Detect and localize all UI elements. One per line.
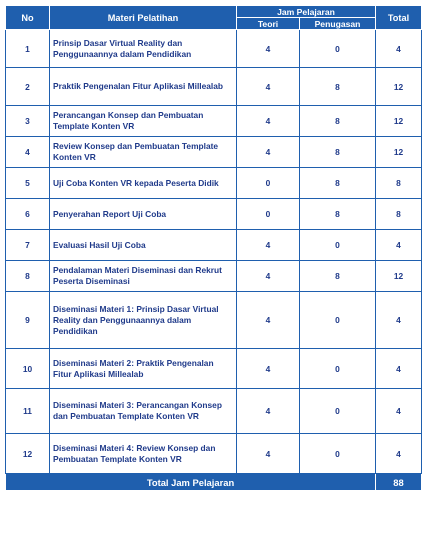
row-teori: 4 bbox=[237, 261, 300, 292]
row-penugasan: 8 bbox=[300, 106, 376, 137]
row-teori: 4 bbox=[237, 434, 300, 474]
row-total: 4 bbox=[376, 230, 422, 261]
row-total: 8 bbox=[376, 168, 422, 199]
row-total: 12 bbox=[376, 106, 422, 137]
table-row bbox=[6, 68, 422, 106]
header-total: Total bbox=[376, 6, 422, 30]
row-total: 4 bbox=[376, 30, 422, 68]
row-materi: Praktik Pengenalan Fitur Aplikasi Millealab bbox=[50, 68, 237, 106]
row-total: 12 bbox=[376, 137, 422, 168]
row-teori: 4 bbox=[237, 106, 300, 137]
row-teori: 4 bbox=[237, 349, 300, 389]
footer-total-label: Total Jam Pelajaran bbox=[6, 474, 376, 491]
row-total: 4 bbox=[376, 292, 422, 349]
table-row bbox=[6, 106, 422, 137]
row-penugasan: 0 bbox=[300, 349, 376, 389]
table-row bbox=[6, 261, 422, 292]
row-materi: Diseminasi Materi 1: Prinsip Dasar Virtual Reality dan Penggunaannya dalam Pendidikan bbox=[50, 292, 237, 349]
row-number: 11 bbox=[6, 389, 50, 434]
row-number: 1 bbox=[6, 30, 50, 68]
row-teori: 0 bbox=[237, 199, 300, 230]
row-penugasan: 0 bbox=[300, 292, 376, 349]
row-materi: Penyerahan Report Uji Coba bbox=[50, 199, 237, 230]
table-body bbox=[6, 30, 422, 474]
row-penugasan: 8 bbox=[300, 261, 376, 292]
row-total: 4 bbox=[376, 349, 422, 389]
row-teori: 4 bbox=[237, 30, 300, 68]
table-row bbox=[6, 292, 422, 349]
row-total: 8 bbox=[376, 199, 422, 230]
row-number: 4 bbox=[6, 137, 50, 168]
header-no: No bbox=[6, 6, 50, 30]
row-materi: Diseminasi Materi 3: Perancangan Konsep dan Pembuatan Template Konten VR bbox=[50, 389, 237, 434]
row-number: 3 bbox=[6, 106, 50, 137]
row-teori: 4 bbox=[237, 68, 300, 106]
header-teori: Teori bbox=[237, 18, 300, 30]
table-footer bbox=[6, 474, 422, 491]
row-materi: Diseminasi Materi 2: Praktik Pengenalan Fitur Aplikasi Millealab bbox=[50, 349, 237, 389]
row-materi: Uji Coba Konten VR kepada Peserta Didik bbox=[50, 168, 237, 199]
row-number: 2 bbox=[6, 68, 50, 106]
schedule-table-container bbox=[5, 5, 421, 491]
table-row bbox=[6, 349, 422, 389]
table-row bbox=[6, 230, 422, 261]
row-teori: 4 bbox=[237, 389, 300, 434]
row-number: 8 bbox=[6, 261, 50, 292]
row-penugasan: 0 bbox=[300, 434, 376, 474]
table-row bbox=[6, 199, 422, 230]
row-penugasan: 0 bbox=[300, 30, 376, 68]
row-teori: 4 bbox=[237, 137, 300, 168]
row-penugasan: 8 bbox=[300, 199, 376, 230]
training-schedule-table bbox=[5, 5, 422, 491]
row-materi: Evaluasi Hasil Uji Coba bbox=[50, 230, 237, 261]
row-teori: 4 bbox=[237, 292, 300, 349]
row-total: 12 bbox=[376, 261, 422, 292]
row-number: 6 bbox=[6, 199, 50, 230]
row-teori: 0 bbox=[237, 168, 300, 199]
row-penugasan: 8 bbox=[300, 168, 376, 199]
row-number: 9 bbox=[6, 292, 50, 349]
row-number: 5 bbox=[6, 168, 50, 199]
footer-total-value: 88 bbox=[376, 474, 422, 491]
table-row bbox=[6, 137, 422, 168]
row-total: 4 bbox=[376, 389, 422, 434]
row-teori: 4 bbox=[237, 230, 300, 261]
row-number: 12 bbox=[6, 434, 50, 474]
table-header bbox=[6, 6, 422, 30]
table-row bbox=[6, 434, 422, 474]
header-materi: Materi Pelatihan bbox=[50, 6, 237, 30]
row-materi: Diseminasi Materi 4: Review Konsep dan Pembuatan Template Konten VR bbox=[50, 434, 237, 474]
row-penugasan: 8 bbox=[300, 137, 376, 168]
row-number: 7 bbox=[6, 230, 50, 261]
table-row bbox=[6, 168, 422, 199]
header-jam-pelajaran: Jam Pelajaran bbox=[237, 6, 376, 18]
row-total: 12 bbox=[376, 68, 422, 106]
row-total: 4 bbox=[376, 434, 422, 474]
row-penugasan: 8 bbox=[300, 68, 376, 106]
header-penugasan: Penugasan bbox=[300, 18, 376, 30]
table-row bbox=[6, 30, 422, 68]
row-materi: Prinsip Dasar Virtual Reality dan Penggunaannya dalam Pendidikan bbox=[50, 30, 237, 68]
row-materi: Pendalaman Materi Diseminasi dan Rekrut Peserta Diseminasi bbox=[50, 261, 237, 292]
table-row bbox=[6, 389, 422, 434]
row-materi: Perancangan Konsep dan Pembuatan Template Konten VR bbox=[50, 106, 237, 137]
row-penugasan: 0 bbox=[300, 389, 376, 434]
row-number: 10 bbox=[6, 349, 50, 389]
row-materi: Review Konsep dan Pembuatan Template Konten VR bbox=[50, 137, 237, 168]
row-penugasan: 0 bbox=[300, 230, 376, 261]
